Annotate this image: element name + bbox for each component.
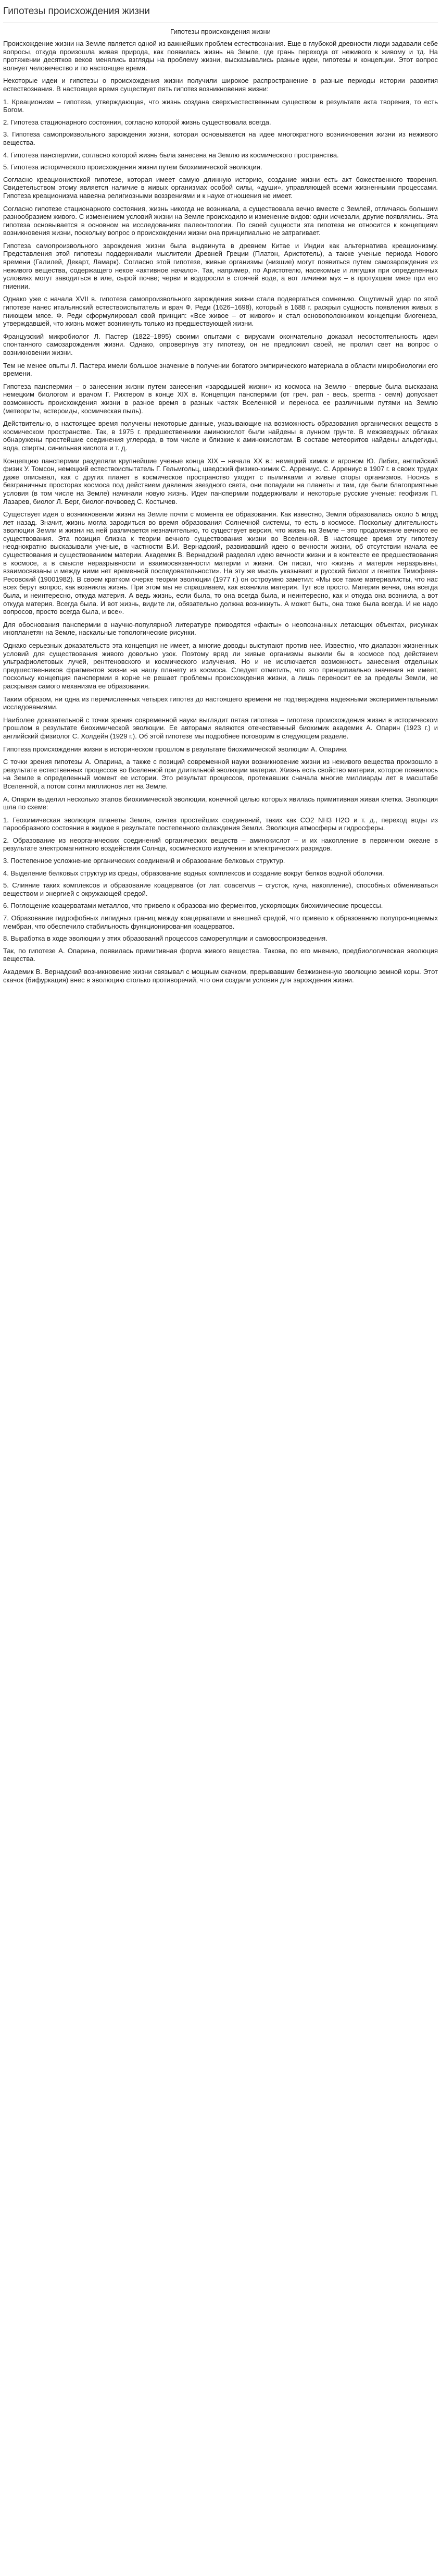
paragraph: Тем не менее опыты Л. Пастера имели большое значение в получении богатого эмпирического материала в области микробиологии его времени.: [3, 361, 438, 378]
paragraph: Согласно гипотезе стационарного состояния, жизнь никогда не возникала, а существовала вечно вместе с Землей, отличаясь большим разнообразием живого. С изменением условий жизни на Земле происходило и изменение видов: одни исчезали, другие появлялись. Эта гипотеза основывается в основном на исследованиях палеонтологии. По своей сущности эта гипотеза не относится к концепциям возникновения жизни, поскольку вопрос о происхождении жизни она принципиально не затрагивает.: [3, 204, 438, 237]
paragraph: Гипотеза происхождения жизни в историческом прошлом в результате биохимической эволюции А. Опарина: [3, 745, 347, 753]
document-body: [3, 28, 438, 984]
paragraph: Однако уже с начала XVII в. гипотеза самопроизвольного зарождения жизни стала подвергаться сомнению. Ощутимый удар по этой гипотезе нанес итальянский естествоиспытатель и врач Ф. Реди (1626–1698), который в 1688 г. раскрыл сущность появления живых в гниющем мясе. Ф. Реди сформулировал свой принцип: «Все живое – от живого» и стал основоположником концепции биогенеза, утверждавшей, что жизнь может возникнуть только из предшествующей жизни.: [3, 295, 438, 328]
paragraph-list: [3, 40, 438, 984]
paragraph: Французский микробиолог Л. Пастер (1822–1895) своими опытами с вирусами окончательно доказал несостоятельность идеи спонтанного самозарождения жизни. Однако, опровергнув эту гипотезу, он не предложил своей, не пролил свет на вопрос о возникновении жизни.: [3, 332, 438, 356]
paragraph: Происхождение жизни на Земле является одной из важнейших проблем естествознания. Еще в глубокой древности люди задавали себе вопросы, откуда произошла живая природа, как появилась жизнь на Земле, где грань перехода от неживого к живому и тд. На протяжении десятков веков менялись взгляды на проблему жизни, высказывались разные идеи, гипотезы и концепции. Этот вопрос волнует человечество и по настоящее время.: [3, 40, 438, 72]
paragraph: Для обоснования панспермии в научно-популярной литературе приводятся «факты» о неопознанных летающих объектах, рисунках инопланетян на Земле, наскальные топологические рисунки.: [3, 620, 438, 637]
paragraph: 3. Гипотеза самопроизвольного зарождения жизни, которая основывается на идее многократного возникновения жизни из неживого вещества.: [3, 130, 438, 146]
page-title: Гипотезы происхождения жизни: [3, 6, 150, 17]
paragraph: 5. Слияние таких комплексов и образование коацерватов (от лат. coacervus – сгусток, куча, накопление), способных обмениваться веществом и энергией с окружающей средой.: [3, 881, 438, 897]
paragraph: Действительно, в настоящее время получены некоторые данные, указывающие на возможность образования органических веществ в космическом пространстве. Так, в 1975 г. предшественники аминокислот были найдены в лунном грунте. В межзвездных облаках обнаружены простейшие соединения углерода, в том числе и близкие к аминокислотам. В составе метеоритов найдены альдегиды, вода, спирты, синильная кислота и т. д.: [3, 420, 438, 452]
paragraph: 7. Образование гидрофобных липидных границ между коацерватами и внешней средой, что привело к образованию полупроницаемых мембран, что обеспечило стабильность функционирования коацерватов.: [3, 914, 438, 930]
paragraph: Некоторые идеи и гипотезы о происхождения жизни получили широкое распространение в разные периоды истории развития естествознания. В настоящее время существует пять гипотез возникновения жизни:: [3, 77, 438, 93]
paragraph: 2. Образование из неорганических соединений органических веществ – аминокислот – и их накопление в первичном океане в результате электромагнитного воздействия Солнца, космического излучения и электрических разрядов.: [3, 836, 438, 853]
paragraph: 4. Гипотеза панспермии, согласно которой жизнь была занесена на Землю из космического пространства.: [3, 151, 339, 159]
paragraph: Однако серьезных доказательств эта концепция не имеет, а многие доводы выступают против нее. Известно, что диапазон жизненных условий для существования живого довольно узок. Поэтому вряд ли живые организмы выжили бы в космосе под действием ультрафиолетовых лучей, рентгеновского и космического излучения. Но и не исключается возможность занесения отдельных предшественников фрагментов жизни на нашу планету из космоса. Следует отметить, что это принципиально значения не имеет, поскольку концепция панспермии в корне не решает проблемы происхождения жизни, а лишь переносит ее за пределы Земли, не раскрывая самого механизма ее образования.: [3, 642, 438, 690]
paragraph: 3. Постепенное усложнение органических соединений и образование белковых структур.: [3, 857, 285, 865]
document-heading: Гипотезы происхождения жизни: [170, 28, 271, 35]
paragraph: Академик В. Вернадский возникновение жизни связывал с мощным скачком, прерывавшим безжизненную эволюцию земной коры. Этот скачок (бифуркация) внес в эволюцию столько противоречий, что они создали условия для зарождения жизни.: [3, 968, 438, 984]
paragraph: 4. Выделение белковых структур из среды, образование водных комплексов и создание вокруг белков водной оболочки.: [3, 869, 384, 877]
paragraph: Наиболее доказательной с точки зрения современной науки выглядит пятая гипотеза – гипотеза происхождения жизни в историческом прошлом в результате биохимической эволюции. Ее авторами являются отечественный биохимик академик А. Опарин (1923 г.) и английский физиолог С. Холдейн (1929 г.). Об этой гипотезе мы подробнее поговорим в следующем разделе.: [3, 716, 438, 740]
paragraph: 5. Гипотеза исторического происхождения жизни путем биохимической эволюции.: [3, 163, 262, 171]
paragraph: Концепцию панспермии разделяли крупнейшие ученые конца XIX – начала XX в.: немецкий химик и агроном Ю. Либих, английский физик У. Томсон, немецкий естествоиспытатель Г. Гельмгольц, шведский физико-химик С. Аррениус. С. Аррениус в 1907 г. в своих трудах даже описывал, как с других планет в космическое пространство уходят с пылинками и живые споры организмов. Носясь в безграничных просторах космоса под действием давления звездного света, они попадали на планеты и там, где были благоприятные условия (в том числе на Земле) начинали новую жизнь. Идеи панспермии поддерживали и некоторые русские ученые: геофизик П. Лазарев, биолог Л. Берг, биолог-почвовед С. Костычев.: [3, 457, 438, 506]
paragraph: С точки зрения гипотезы А. Опарина, а также с позиций современной науки возникновение жизни из неживого вещества произошло в результате естественных процессов во Вселенной при длительной эволюции материи. Жизнь есть свойство материи, которое появилось на Земле в определенный момент ее истории. Это результат процессов, протекавших сначала многие миллиарды лет в масштабе Вселенной, а потом сотни миллионов лет на Земле.: [3, 758, 438, 790]
paragraph: Существует идея о возникновении жизни на Земле почти с момента ее образования. Как известно, Земля образовалась около 5 млрд лет назад. Значит, жизнь могла зародиться во время образования Солнечной системы, то есть в космосе. Поскольку длительность эволюции Земли и жизни на ней различается незначительно, то существует версия, что жизнь на Земле – это продолжение вечного ее существования. Эта позиция близка к теории вечного существования жизни во Вселенной. В настоящее время эту гипотезу неоднократно высказывали ученые, в частности В.И. Вернадский, развивавший идею о вечности жизни, об отсутствии начала ее существования и существованием материи. Академик В. Вернадский разделял идею вечности жизни и в контексте ее предшествования в космосе, а в смысле неразрывности и взаимосвязанности материи и жизни. Он писал, что «жизнь и материя неразрывны, взаимосвязаны и между ними нет временной последовательности». На эту же мысль указывает и русский биолог и генетик Тимофеев-Ресовский (19001982). В своем кратком очерке теории эволюции (1977 г.) он остроумно заметил: «Мы все такие материалисты, что нас всех берут вопрос, как возникла жизнь. При этом мы не спрашиваем, как возникла материя. Тут все просто. Материя вечна, она всегда была, и неинтересно, откуда материя. А ведь жизнь, если была, то она всегда была, и неинтересно, как и откуда она возникла, а вот откуда материя. Всегда была. И вот жизнь, видите ли, обязательно должна возникнуть. А может быть, она тоже была всегда. И не надо вопросов, просто всегда была, и все».: [3, 510, 438, 616]
paragraph: 1. Геохимическая эволюция планеты Земля, синтез простейших соединений, таких как CO2 NH3 H2O и т. д., переход воды из парообразного состояния в жидкое в результате постепенного охлаждения Земли. Эволюция атмосферы и гидросферы.: [3, 816, 438, 832]
paragraph: 2. Гипотеза стационарного состояния, согласно которой жизнь существовала всегда.: [3, 118, 271, 126]
paragraph: Согласно креационистской гипотезе, которая имеет самую длинную историю, создание жизни есть акт божественного творения. Свидетельством этому является наличие в живых организмах особой силы, «души», управляющей всеми жизненными процессами. Гипотеза креационизма навеяна религиозными воззрениями и к науке отношения не имеет.: [3, 175, 438, 200]
paragraph: Гипотеза самопроизвольного зарождения жизни была выдвинута в древнем Китае и Индии как альтернатива креационизму. Представления этой гипотезы поддерживали мыслители Древней Греции (Платон, Аристотель), а также ученые периода Нового времени (Галилей, Декарт, Ламарк). Согласно этой гипотезе, живые организмы (низшие) могут появиться путем самозарождения из неживого вещества, содержащего некое «активное начало». Так, например, по Аристотелю, насекомые и лягушки при определенных условиях могут заводиться в иле, сырой почве; черви и водоросли в стоячей воде, а вот личинки мух – в протухшем мясе при его гниении.: [3, 241, 438, 290]
paragraph: 1. Креационизм – гипотеза, утверждающая, что жизнь создана сверхъестественным существом в результате акта творения, то есть Богом.: [3, 97, 438, 114]
paragraph: Таким образом, ни одна из перечисленных четырех гипотез до настоящего времени не подтверждена надежными экспериментальными исследованиями.: [3, 695, 438, 711]
paragraph: Так, по гипотезе А. Опарина, появилась примитивная форма живого вещества. Такова, по его мнению, предбиологическая эволюция вещества.: [3, 946, 438, 963]
paragraph: 8. Выработка в ходе эволюции у этих образований процессов саморегуляции и самовоспроизведения.: [3, 934, 327, 943]
paragraph: А. Опарин выделил несколько этапов биохимической эволюции, конечной целью которых явилась примитивная живая клетка. Эволюция шла по схеме:: [3, 795, 438, 811]
paragraph: 6. Поглощение коацерватами металлов, что привело к образованию ферментов, ускоряющих биохимические процессы.: [3, 902, 383, 910]
paragraph: Гипотеза панспермии – о занесении жизни путем занесения «зародышей жизни» из космоса на Землю - впервые была высказана немецким биологом и врачом Г. Рихтером в конце XIX в. Концепция панспермии (от греч. pan - весь, sperma - семя) допускает возможность происхождения жизни в разное время в разных частях Вселенной и переноса ее различными путями на Землю (метеориты, астероиды, космическая пыль).: [3, 382, 438, 415]
